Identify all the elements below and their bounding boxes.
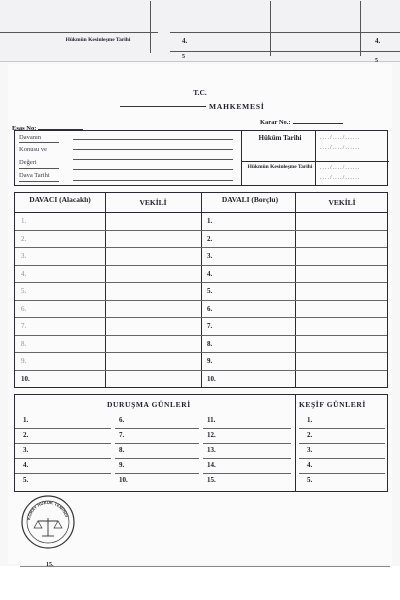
hearing-day-num: 4. xyxy=(23,461,29,469)
hearing-day-num: 2. xyxy=(23,431,29,439)
court-label: MAHKEMESİ xyxy=(209,102,265,111)
hearing-day-num: 13. xyxy=(207,446,216,454)
hearing-row-line xyxy=(115,473,199,474)
hearing-row-line xyxy=(203,443,291,444)
davaci-row-num: 9. xyxy=(21,357,27,365)
hukum-date-blank: ..../..../...... xyxy=(320,145,361,151)
konusu-line xyxy=(73,159,233,160)
kesinlesme-label: Hükmün Kesinleşme Tarihi xyxy=(247,164,313,170)
hearing-row-line xyxy=(15,473,111,474)
vekili-header-right: VEKİLİ xyxy=(328,198,356,207)
hearing-row-line xyxy=(299,473,385,474)
hearing-row-line xyxy=(115,443,199,444)
hearing-row-line xyxy=(203,428,291,429)
table-row-divider xyxy=(15,247,387,248)
karar-label: Karar No.: xyxy=(260,119,291,126)
davaci-row-num: 8. xyxy=(21,339,27,348)
davali-row-num: 2. xyxy=(207,234,213,243)
hearing-day-num: 5. xyxy=(23,476,29,484)
dava-tarihi-line xyxy=(73,180,233,181)
case-info-box xyxy=(14,130,388,186)
kesinlesme-date-blank: ..../..../...... xyxy=(320,165,361,171)
dava-tarihi-label: Dava Tarihi xyxy=(19,172,50,179)
underlying-kesinlesme-label: Hükmün Kesinleşme Tarihi xyxy=(65,37,131,43)
hearings-table xyxy=(14,394,388,492)
underlying-sheet xyxy=(0,0,400,62)
hukum-tarihi-label: Hüküm Tarihi xyxy=(258,134,302,142)
hearing-day-num: 14. xyxy=(207,461,216,469)
vekili-header-left: VEKİLİ xyxy=(139,198,167,207)
hukum-date-blank: ..../..../...... xyxy=(320,135,361,141)
karar-blank xyxy=(293,123,343,124)
hearing-row-line xyxy=(299,458,385,459)
table-row-divider xyxy=(15,352,387,353)
underlying-row-num: 5 xyxy=(182,54,185,60)
davali-row-num: 3. xyxy=(207,252,213,260)
davanin-label: Davanın xyxy=(19,134,42,141)
bottom-underlying-sheet xyxy=(0,562,400,600)
hearing-row-line xyxy=(203,458,291,459)
hearing-day-num: 10. xyxy=(119,476,128,484)
davaci-row-num: 6. xyxy=(21,304,27,313)
davali-row-num: 7. xyxy=(207,322,213,330)
davaci-row-num: 2. xyxy=(21,234,27,243)
koray-hukuk-seal-icon xyxy=(20,494,76,550)
davali-row-num: 5. xyxy=(207,287,213,295)
kesif-header: KEŞİF GÜNLERİ xyxy=(299,400,366,409)
davaci-row-num: 4. xyxy=(21,269,27,278)
davali-row-num: 1. xyxy=(207,217,213,225)
hearing-row-line xyxy=(115,458,199,459)
hearing-row-line xyxy=(15,428,111,429)
davaci-row-num: 1. xyxy=(21,217,27,225)
hearing-day-num: 1. xyxy=(23,416,29,424)
underlying-right-block xyxy=(170,32,400,64)
davali-header: DAVALI (Borçlu) xyxy=(221,195,279,204)
davali-row-num: 6. xyxy=(207,304,213,313)
konusu-line xyxy=(73,139,233,140)
court-title xyxy=(120,102,265,111)
hearing-day-num: 1. xyxy=(307,416,313,424)
durusma-header: DURUŞMA GÜNLERİ xyxy=(107,400,191,409)
hearing-day-num: 5. xyxy=(307,476,313,484)
hearing-day-num: 15. xyxy=(207,476,216,484)
davaci-row-num: 10. xyxy=(21,374,30,383)
table-row-divider xyxy=(15,370,387,371)
hearing-day-num: 2. xyxy=(307,431,313,439)
hearing-row-line xyxy=(15,443,111,444)
hearing-day-num: 6. xyxy=(119,416,125,424)
davaci-row-num: 7. xyxy=(21,322,27,330)
davaci-row-num: 5. xyxy=(21,287,27,295)
tc-heading: T.C. xyxy=(193,88,207,97)
davali-row-num: 10. xyxy=(207,374,216,383)
davali-row-num: 4. xyxy=(207,269,213,278)
table-row-divider xyxy=(15,282,387,283)
court-name-blank xyxy=(120,106,206,107)
table-row-divider xyxy=(15,335,387,336)
parties-table xyxy=(14,192,388,388)
hearing-row-line xyxy=(115,428,199,429)
hearing-day-num: 3. xyxy=(307,446,313,454)
table-row-divider xyxy=(15,265,387,266)
hearing-day-num: 7. xyxy=(119,431,125,439)
table-row-divider xyxy=(15,230,387,231)
svg-text:KORAY HUKUK TEMİNDİ xyxy=(26,500,69,520)
davaci-header: DAVACI (Alacaklı) xyxy=(29,195,91,204)
esas-label: Esas No: xyxy=(12,125,37,132)
underlying-left-block xyxy=(0,32,158,43)
konusu-line xyxy=(73,149,233,150)
hearing-day-num: 4. xyxy=(307,461,313,469)
hearing-day-num: 3. xyxy=(23,446,29,454)
bottom-row-num: 15. xyxy=(46,562,54,568)
kesinlesme-date-blank: ..../..../...... xyxy=(320,175,361,181)
underlying-row-num: 5 xyxy=(375,58,378,64)
underlying-row-num: 4. xyxy=(182,37,188,45)
davaci-row-num: 3. xyxy=(21,252,27,260)
hearing-day-num: 9. xyxy=(119,461,125,469)
hearing-row-line xyxy=(203,473,291,474)
karar-no xyxy=(260,119,343,126)
davali-row-num: 8. xyxy=(207,339,213,348)
table-row-divider xyxy=(15,300,387,301)
hearing-day-num: 8. xyxy=(119,446,125,454)
hearing-day-num: 11. xyxy=(207,416,216,424)
degeri-label: Değeri xyxy=(19,159,37,166)
hearing-day-num: 12. xyxy=(207,431,216,439)
hearing-row-line xyxy=(299,428,385,429)
davali-row-num: 9. xyxy=(207,357,213,365)
table-row-divider xyxy=(15,317,387,318)
court-form-page xyxy=(8,64,392,564)
seal-text: KORAY HUKUK TEMİNDİ xyxy=(26,499,70,521)
underlying-row-num: 4. xyxy=(375,37,381,45)
hearing-row-line xyxy=(15,458,111,459)
hearing-row-line xyxy=(299,443,385,444)
degeri-line xyxy=(73,169,233,170)
konusu-label: Konusu ve xyxy=(19,146,47,153)
